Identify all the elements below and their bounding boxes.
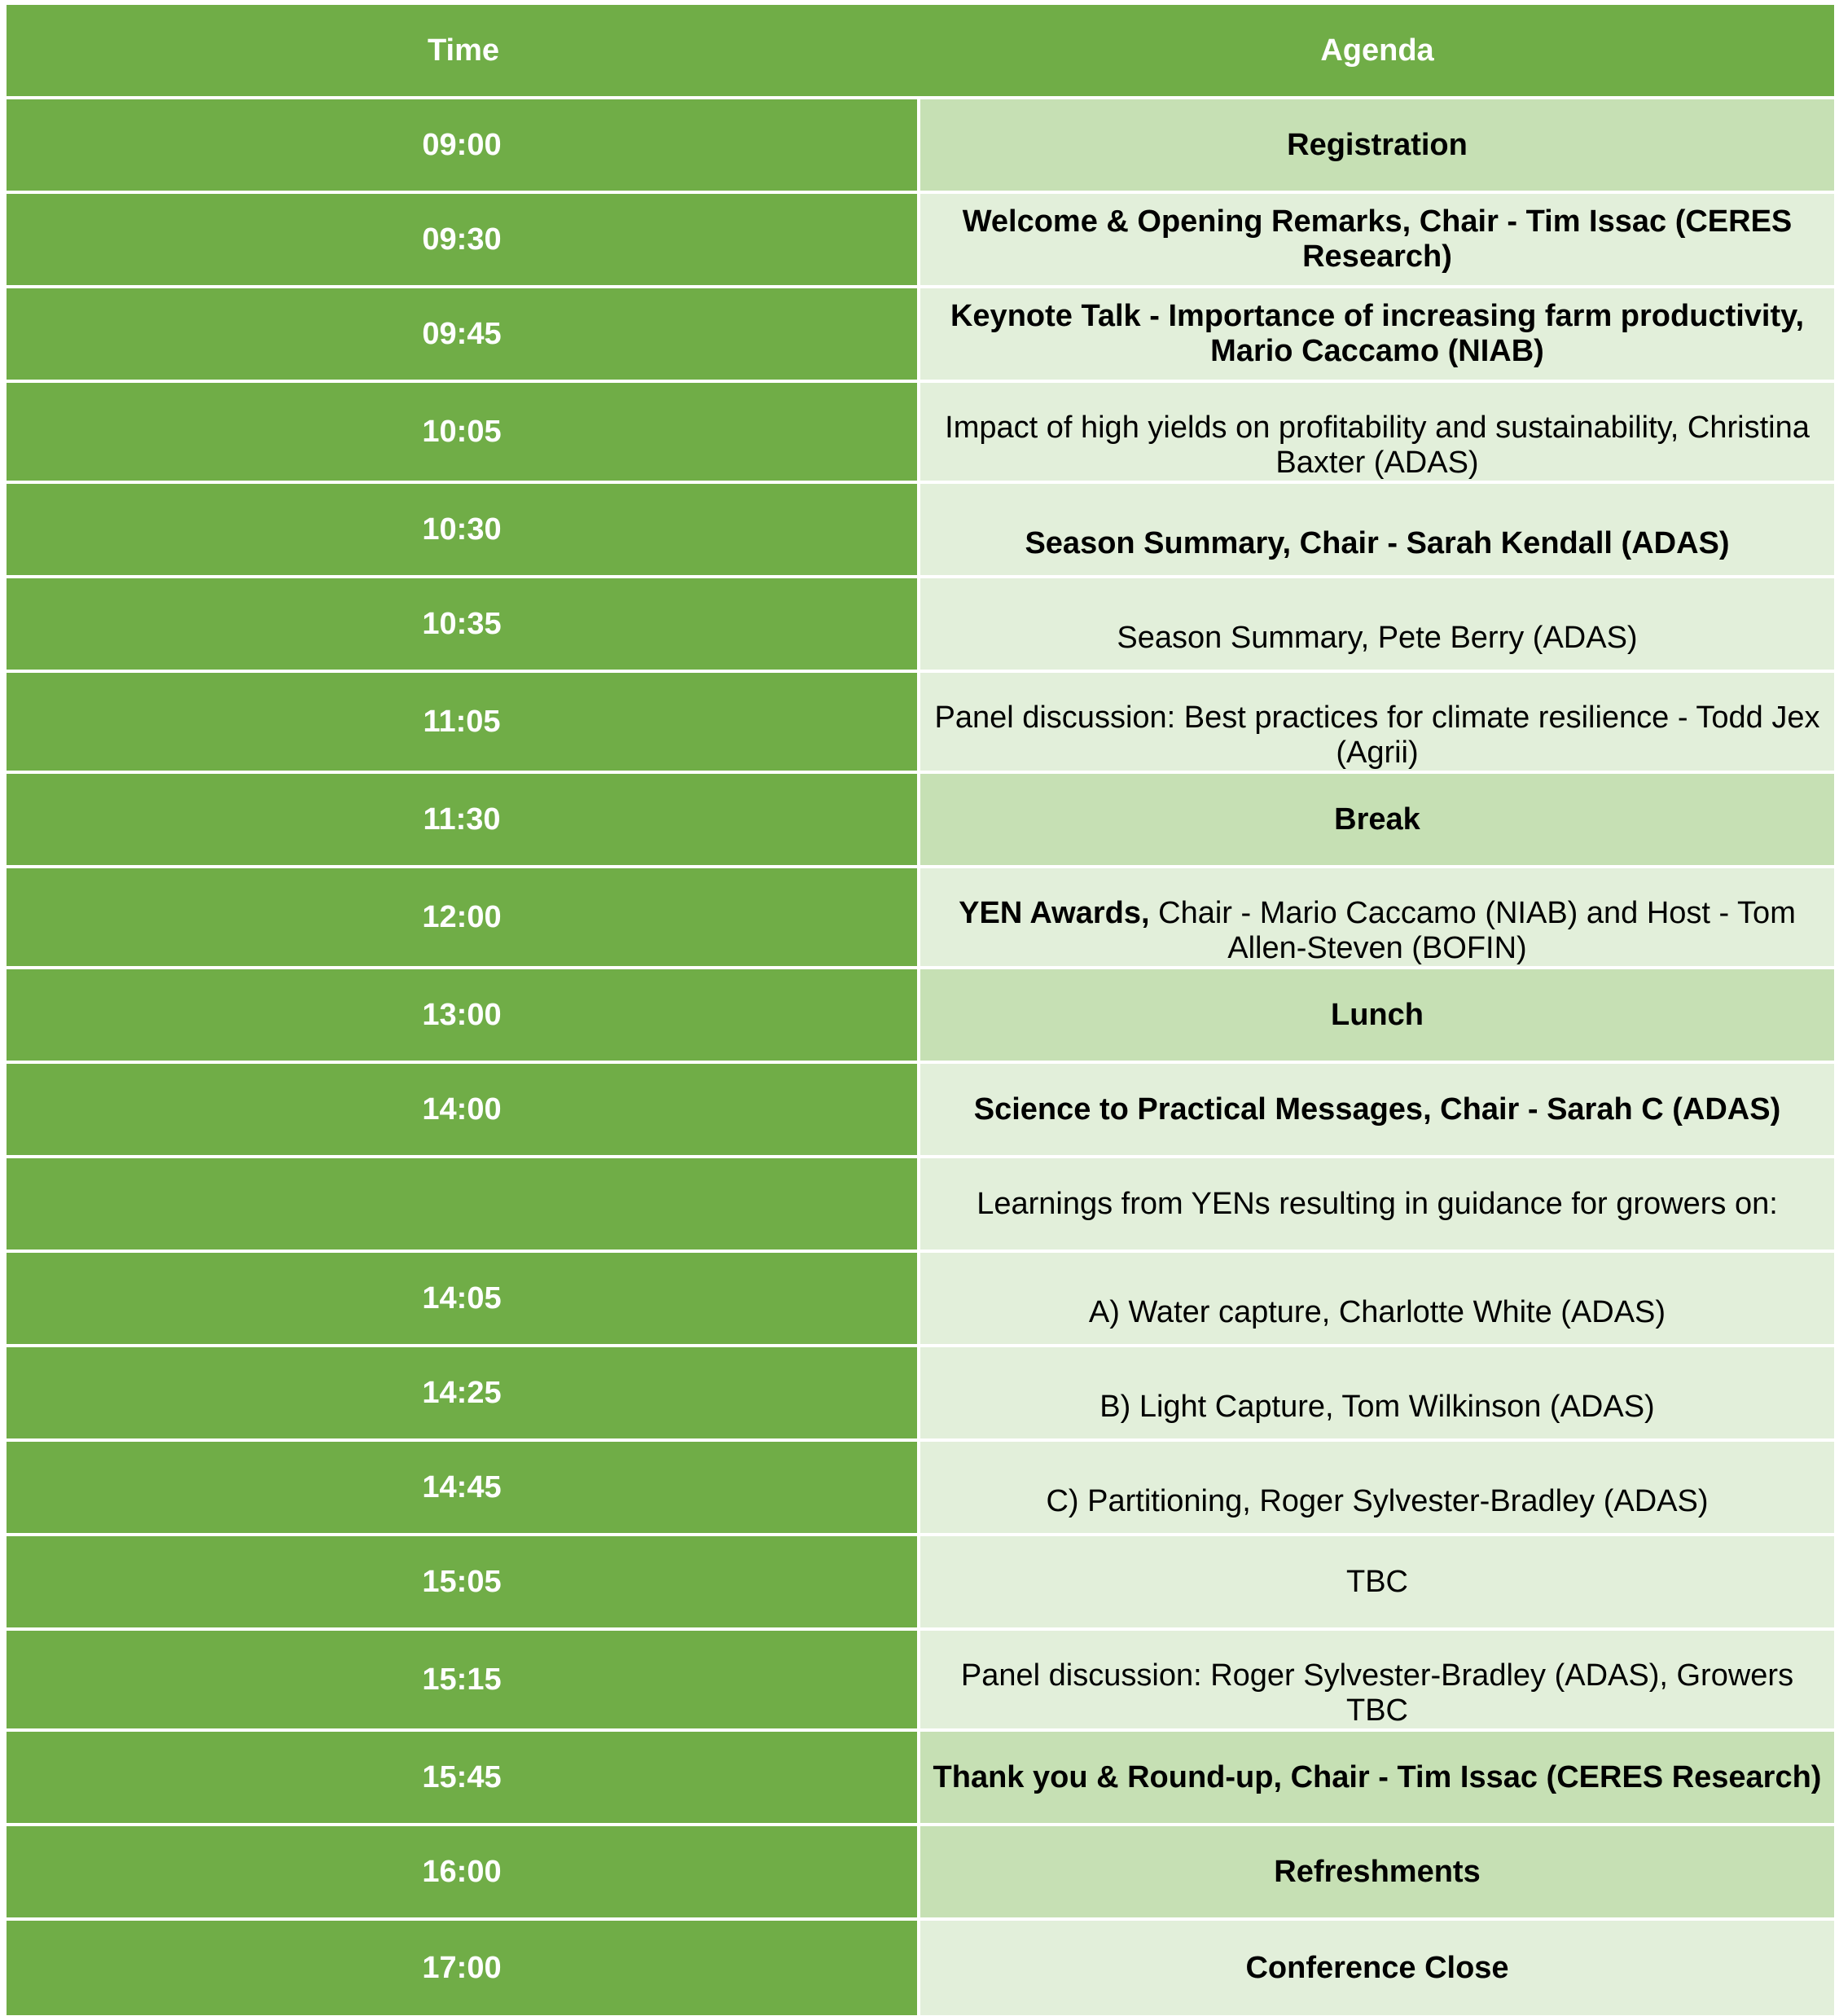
agenda-row [7,969,1834,1064]
agenda-item-cell [920,868,1834,969]
agenda-item-bold-text: Conference Close [1245,1950,1509,1985]
agenda-row [7,1442,1834,1536]
agenda-row [7,99,1834,194]
agenda-item-bold-text: Keynote Talk - Importance of increasing farm productivity, Mario Caccamo (NIAB) [950,299,1805,368]
time-cell: 11:30 [7,774,920,868]
time-cell [7,1158,920,1253]
agenda-row [7,1732,1834,1826]
agenda-item-cell [920,1442,1834,1536]
time-cell: 09:30 [7,194,920,288]
agenda-item-bold-text: Refreshments [1274,1854,1481,1889]
time-cell: 15:05 [7,1536,920,1631]
time-cell: 16:00 [7,1826,920,1921]
agenda-item-cell [920,288,1834,383]
agenda-row [7,1253,1834,1347]
agenda-item-cell [920,99,1834,194]
agenda-item-text: C) Partitioning, Roger Sylvester-Bradley (ADAS) [1046,1483,1709,1518]
agenda-column-header: Agenda [920,5,1834,99]
agenda-table [7,5,1834,2015]
agenda-row [7,868,1834,969]
agenda-body [7,99,1834,2015]
time-cell: 10:05 [7,383,920,484]
agenda-item-cell [920,1064,1834,1158]
agenda-row [7,484,1834,578]
agenda-row [7,1536,1834,1631]
agenda-item-cell [920,383,1834,484]
agenda-item-bold-text: Lunch [1331,997,1424,1032]
agenda-row [7,1158,1834,1253]
time-cell: 12:00 [7,868,920,969]
agenda-item-text: Impact of high yields on profitability and sustainability, Christina Baxter (ADAS) [945,411,1810,480]
agenda-row [7,1631,1834,1732]
agenda-item-cell [920,1347,1834,1442]
agenda-row [7,774,1834,868]
agenda-item-bold-text: Season Summary, Chair - Sarah Kendall (ADAS) [1025,525,1730,560]
agenda-item-cell [920,969,1834,1064]
agenda-item-text: TBC [1346,1564,1408,1599]
agenda-row [7,1921,1834,2015]
agenda-item-bold-text: Welcome & Opening Remarks, Chair - Tim Issac (CERES Research) [962,204,1793,274]
agenda-item-bold-text: Science to Practical Messages, Chair - Sarah C (ADAS) [973,1091,1781,1127]
agenda-item-cell [920,673,1834,774]
agenda-item-cell [920,1631,1834,1732]
time-cell: 14:05 [7,1253,920,1347]
agenda-row [7,288,1834,383]
time-cell: 14:00 [7,1064,920,1158]
time-cell: 10:35 [7,578,920,673]
time-cell: 10:30 [7,484,920,578]
agenda-row [7,673,1834,774]
agenda-item-text: Chair - Mario Caccamo (NIAB) and Host - Tom Allen-Steven (BOFIN) [1149,896,1796,965]
time-cell: 15:45 [7,1732,920,1826]
agenda-row [7,383,1834,484]
time-cell: 17:00 [7,1921,920,2015]
time-cell: 15:15 [7,1631,920,1732]
agenda-item-cell [920,484,1834,578]
agenda-item-bold-text: YEN Awards, [959,896,1150,930]
time-cell: 09:00 [7,99,920,194]
agenda-item-cell [920,1921,1834,2015]
time-cell: 14:45 [7,1442,920,1536]
agenda-row [7,1347,1834,1442]
agenda-item-text: B) Light Capture, Tom Wilkinson (ADAS) [1099,1389,1655,1424]
agenda-item-cell [920,774,1834,868]
time-cell: 13:00 [7,969,920,1064]
agenda-item-text: Learnings from YENs resulting in guidance for growers on: [977,1186,1778,1221]
agenda-item-cell [920,1158,1834,1253]
agenda-item-cell [920,1536,1834,1631]
agenda-item-cell [920,1732,1834,1826]
agenda-row [7,578,1834,673]
header-row [7,5,1834,99]
time-cell: 14:25 [7,1347,920,1442]
agenda-item-bold-text: Thank you & Round-up, Chair - Tim Issac (CERES Research) [933,1759,1822,1794]
agenda-item-text: A) Water capture, Charlotte White (ADAS) [1088,1294,1666,1329]
agenda-item-cell [920,578,1834,673]
time-cell: 11:05 [7,673,920,774]
time-cell: 09:45 [7,288,920,383]
agenda-row [7,1826,1834,1921]
agenda-item-text: Panel discussion: Best practices for climate resilience - Todd Jex (Agrii) [934,701,1820,770]
agenda-row [7,194,1834,288]
agenda-item-bold-text: Break [1334,802,1420,837]
agenda-item-cell [920,1253,1834,1347]
agenda-item-cell [920,194,1834,288]
agenda-item-text: Panel discussion: Roger Sylvester-Bradley (ADAS), Growers TBC [960,1658,1794,1728]
agenda-item-cell [920,1826,1834,1921]
time-column-header: Time [7,5,920,99]
agenda-item-bold-text: Registration [1287,127,1468,162]
agenda-item-text: Season Summary, Pete Berry (ADAS) [1117,620,1638,655]
agenda-row [7,1064,1834,1158]
